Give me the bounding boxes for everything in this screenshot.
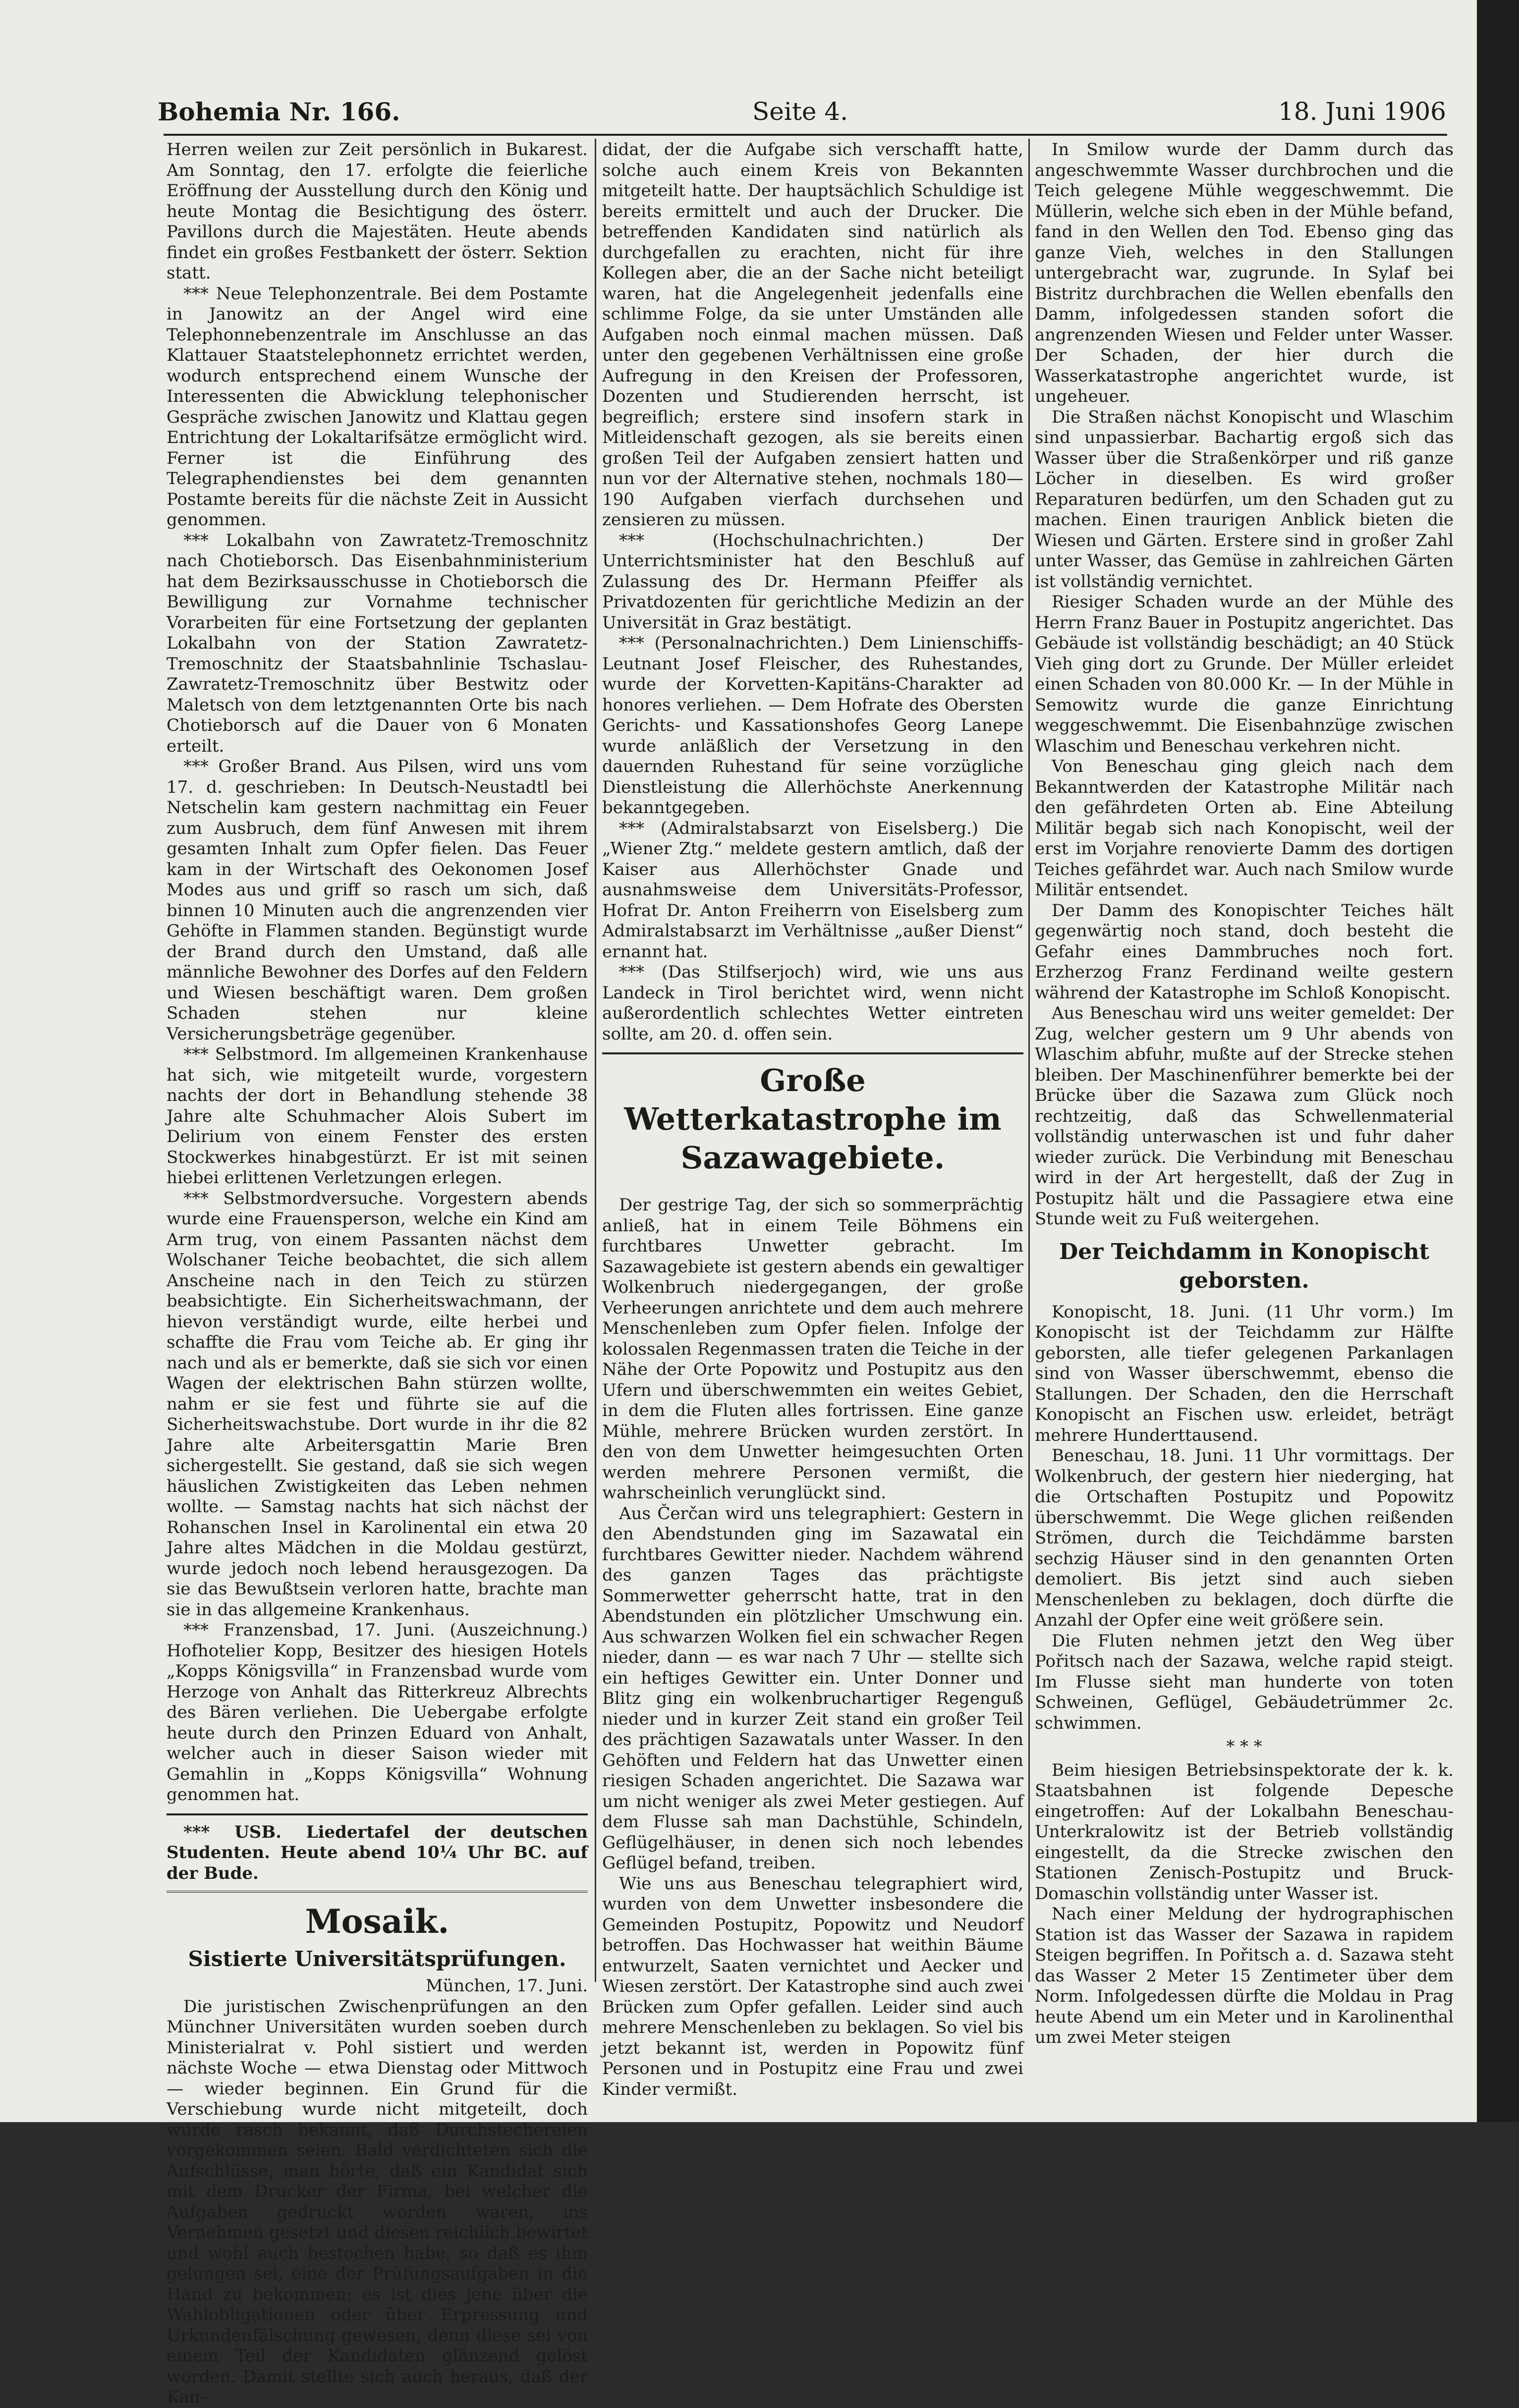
article-grosser-brand: *** Großer Brand. Aus Pilsen, wird uns vom 17. d. geschrieben: In Deutsch-Neustadtl bei Netschelin kam gestern nachmittag ein Feuer zum Ausbruch, dem fünf Anwesen mit ihrem gesamten Inhalt zum Opfer fielen. Das Feuer kam in der Wirtschaft des Oekonomen Josef Modes aus und griff so rasch um sich, daß binnen 10 Minuten auch die angrenzenden vier Gehöfte in Flammen standen. Begünstigt wurde der Brand durch den Umstand, daß alle männliche Bewohner des Dorfes auf den Feldern und Wiesen beschäftigt waren. Dem großen Schaden stehen nur kleine Versicherungsbeträge gegenüber. — [167, 757, 588, 1044]
notice-liedertafel: *** USB. Liedertafel der deutschen Studenten. Heute abend 10¼ Uhr BC. auf der Bude. — [167, 1822, 588, 1883]
article-zug-wlaschim: Aus Beneschau wird uns weiter gemeldet: Der Zug, welcher gestern um 9 Uhr abends von Wlaschim abfuhr, mußte auf der Strecke stehen bleiben. Der Maschinenführer bemerkte bei der Brücke über die Sazawa zum Glück noch rechtzeitig, daß das Schwellenmaterial vollständig unterwaschen ist und fuhr daher wieder zurück. Die Verbindung mit Beneschau wird in der Art hergestellt, daß der Zug in Postupitz hält und die Passagiere etwa eine Stunde weit zu Fuß weitergehen. — [1035, 1003, 1454, 1229]
article-wetterkatastrophe-intro: Der gestrige Tag, der sich so sommerprächtig anließ, hat in einem Teile Böhmens ein furchtbares Unwetter gebracht. Im Sazawagebiete ist gestern abends ein gewaltiger Wolkenbruch niedergegangen, der große Verheerungen anrichtete und dem auch mehrere Menschenleben zum Opfer fielen. Infolge der kolossalen Regenmassen traten die Teiche in der Nähe der Orte Popowitz und Postupitz aus den Ufern und überschwemmten ein weites Gebiet, in dem die Fluten alles fortrissen. Eine ganze Mühle, mehrere Brücken wurden zerstört. In den von dem Unwetter heimgesuchten Orten werden mehrere Personen vermißt, die wahrscheinlich verunglückt sind. — [602, 1195, 1023, 1503]
headline-teichdamm: Der Teichdamm in Konopischt geborsten. — [1059, 1239, 1429, 1293]
section-title-mosaik: Mosaik. — [305, 1902, 450, 1941]
column-divider-2 — [1028, 139, 1030, 1982]
separator-rule — [167, 1813, 588, 1815]
page-header — [158, 97, 1446, 132]
header-rule — [164, 134, 1447, 136]
article-stilfserjoch: *** (Das Stilfserjoch) wird, wie uns aus Landeck in Tirol berichtet wird, wenn nicht außerordentlich schlechtes Wetter eintreten sollte, am 20. d. offen sein. — [602, 962, 1023, 1044]
article-damm-konopischt: Der Damm des Konopischter Teiches hält gegenwärtig noch stand, doch besteht die Gefahr eines Dammbruches noch fort. Erzherzog Franz Ferdinand weilte gestern während der Katastrophe im Schloß Konopischt. — [1035, 900, 1454, 1003]
headline-universitaetspruefungen: Sistierte Universitätsprüfungen. — [188, 1947, 566, 1971]
article-franzensbad: *** Franzensbad, 17. Juni. (Auszeichnung.) Hofhotelier Kopp, Besitzer des hiesigen Hotels „Kopps Königsvilla“ in Franzensbad wurde vom Herzoge von Anhalt das Ritterkreuz Albrechts des Bären verliehen. Die Uebergabe erfolgte heute durch den Prinzen Eduard von Anhalt, welcher auch in dieser Saison wieder mit Gemahlin in „Kopps Königsvilla“ Wohnung genommen hat. — [167, 1620, 588, 1805]
article-smilow: In Smilow wurde der Damm durch das angeschwemmte Wasser durchbrochen und die Teich gelegene Mühle weggeschwemmt. Die Müllerin, welche sich eben in der Mühle befand, fand in den Wellen den Tod. Ebenso ging das ganze Vieh, welches in den Stallungen untergebracht war, zugrunde. In Sylaf bei Bistritz durchbrachen die Wellen ebenfalls den Damm, infolgedessen standen sofort die angrenzenden Wiesen und Felder unter Wasser. Der Schaden, der hier durch die Wasserkatastrophe angerichtet wurde, ist ungeheuer. — [1035, 140, 1454, 406]
article-fluten: Die Fluten nehmen jetzt den Weg über Pořitsch nach der Sazawa, welche rapid steigt. Im Flusse sieht man hunderte von toten Schweinen, Geflügel, Gebäudetrümmer 2c. schwimmen. — [1035, 1631, 1454, 1733]
article-telephonzentrale: *** Neue Telephonzentrale. Bei dem Postamte in Janowitz an der Angel wird eine Telephonnebenzentrale im Anschlusse an das Klattauer Staatstelephonnetz errichtet werden, wodurch entsprechend einem Wunsche der Interessenten die Abwicklung telephonischer Gespräche zwischen Janowitz und Klattau gegen Entrichtung der Lokaltarifsätze ermöglicht wird. Ferner ist die Einführung des Telegraphendienstes bei dem genannten Postamte bereits für die nächste Zeit in Aussicht genommen. — [167, 283, 588, 530]
article-beneschau-dateline: Beneschau, 18. Juni. 11 Uhr vormittags. Der Wolkenbruch, der gestern hier niederging, hat die Ortschaften Postupitz und Popowitz überschwemmt. Die Wege glichen reißenden Strömen, durch die Teichdämme barsten sechzig Häuser sind in den genannten Orten demoliert. Bis jetzt sind auch sieben Menschenleben zu beklagen, doch dürfte die Anzahl der Opfer eine weit größere sein. — [1035, 1446, 1454, 1630]
dateline-muenchen: München, 17. Juni. — [425, 1976, 588, 1996]
article-pruefungen-continued: didat, der die Aufgabe sich verschafft hatte, solche auch einem Kreis von Bekannten mitgeteilt hatte. Der hauptsächlich Schuldige ist bereits ermittelt und auch der Drucker. Die betreffenden Kandidaten sind natürlich als durchgefallen zu erachten, nicht für ihre Kollegen aber, die an der Sache nicht beteiligt waren, hat die Angelegenheit jedenfalls eine schlimme Folge, da sie unter Umständen alle Aufgaben noch einmal machen müssen. Daß unter den gegebenen Verhältnissen eine große Aufregung in den Kreisen der Professoren, Dozenten und Studierenden herrscht, ist begreiflich; erstere sind insofern stark in Mitleidenschaft gezogen, als sie bereits einen großen Teil der Aufgaben zensiert hatten und nun vor der Alternative stehen, nochmals 180—190 Aufgaben vierfach durchsehen und zensieren zu müssen. — [602, 140, 1023, 530]
asterism: * * * — [1226, 1737, 1262, 1756]
header-paper-issue: Bohemia Nr. 166. — [158, 97, 400, 126]
article-selbstmord: *** Selbstmord. Im allgemeinen Krankenhause hat sich, wie mitgeteilt wurde, vorgestern nachts der dort in Behandlung stehende 38 Jahre alte Schuhmacher Alois Subert im Delirium von einem Fenster des ersten Stockwerkes hinabgestürzt. Er ist mit seinen hiebei erlittenen Verletzungen erlegen. — [167, 1044, 588, 1188]
article-hydrographische-station: Nach einer Meldung der hydrographischen Station ist das Wasser der Sazawa in rapidem Steigen begriffen. In Pořitsch a. d. Sazawa steht das Wasser 2 Meter 15 Zentimeter über dem Norm. Infolgedessen dürfte die Moldau in Prag heute Abend um ein Meter und in Karolinenthal um zwei Meter steigen — [1035, 1904, 1454, 2047]
article-cercan-telegramm: Aus Čerčan wird uns telegraphiert: Gestern in den Abendstunden ging im Sazawatal ein furchtbares Gewitter nieder. Nachdem während des ganzen Tages das prächtigste Sommerwetter geherrscht hatte, trat in den Abendstunden ein plötzlicher Umschwung ein. Aus schwarzen Wolken fiel ein schwacher Regen nieder, dann — es war nach 7 Uhr — stellte sich ein heftiges Gewitter ein. Unter Donner und Blitz ging ein wolkenbruchartiger Regenguß nieder und in kurzer Zeit stand ein großer Teil des prächtigen Sazawatals unter Wasser. In den Gehöften und Feldern hat das Unwetter einen riesigen Schaden angerichtet. Die Sazawa war um nicht weniger als zwei Meter gestiegen. Auf dem Flusse sah man Dachstühle, Schindeln, Geflügelhäuser, in denen sich noch lebendes Geflügel befand, treiben. — [602, 1503, 1023, 1873]
article-beneschau-telegramm: Wie uns aus Beneschau telegraphiert wird, wurden von dem Unwetter insbesondere die Gemeinden Postupitz, Popowitz und Neudorf betroffen. Das Hochwasser hat weithin Bäume entwurzelt, Saaten vernichtet und Aecker und Wiesen zerstört. Der Katastrophe sind auch zwei Brücken zum Opfer gefallen. Leider sind auch mehrere Menschenleben zu beklagen. So viel bis jetzt bekannt ist, werden in Popowitz fünf Personen und in Postupitz eine Frau und zwei Kinder vermißt. — [602, 1873, 1023, 2099]
column-2 — [602, 140, 1023, 2099]
article-lokalbahn: *** Lokalbahn von Zawratetz-Tremoschnitz nach Chotieborsch. Das Eisenbahnministerium hat dem Bezirksausschusse in Chotieborsch die Bewilligung zur Vornahme technischer Vorarbeiten für eine Fortsetzung der geplanten Lokalbahn von der Station Zawratetz-Tremoschnitz der Staatsbahnlinie Tschaslau-Zawratetz-Tremoschnitz über Bestwitz oder Maletsch von dem letztgenannten Orte bis nach Chotieborsch auf die Dauer von 6 Monaten erteilt. — [167, 530, 588, 756]
article-hochschulnachrichten: *** (Hochschulnachrichten.) Der Unterrichtsminister hat den Beschluß auf Zulassung des Dr. Hermann Pfeiffer als Privatdozenten für gerichtliche Medizin an der Universität in Graz bestätigt. — [602, 530, 1023, 633]
column-1 — [167, 140, 588, 2407]
separator-rule — [602, 1052, 1023, 1054]
article-bukarest-continued: Herren weilen zur Zeit persönlich in Bukarest. Am Sonntag, den 17. erfolgte die feierliche Eröffnung der Ausstellung durch den König und heute Montag die Besichtigung des österr. Pavillons durch die Majestäten. Heute abends findet ein großes Festbankett der österr. Sektion statt. — [167, 140, 588, 283]
header-page-number: Seite 4. — [752, 97, 848, 126]
headline-wetterkatastrophe: Große Wetterkatastrophe im Sazawagebiete. — [624, 1062, 1002, 1176]
article-personalnachrichten: *** (Personalnachrichten.) Dem Linienschiffs-Leutnant Josef Fleischer, des Ruhestandes, wurde der Korvetten-Kapitäns-Charakter ad honores verliehen. — Dem Hofrate des Obersten Gerichts- und Kassationshofes Georg Lanepe wurde anläßlich der Versetzung in den dauernden Ruhestand für seine vorzügliche Dienstleistung die Allerhöchste Anerkennung bekanntgegeben. — [602, 633, 1023, 818]
column-3 — [1035, 140, 1454, 2047]
header-date: 18. Juni 1906 — [1278, 97, 1446, 126]
article-strassen: Die Straßen nächst Konopischt und Wlaschim sind unpassierbar. Bachartig ergoß sich das Wasser über die Straßenkörper und riß ganze Löcher in dieselben. Es wird großer Reparaturen bedürfen, um den Schaden gut zu machen. Einen traurigen Anblick bieten die Wiesen und Gärten. Erstere sind in großer Zahl unter Wasser, das Gemüse in zahlreichen Gärten ist vollständig vernichtet. — [1035, 407, 1454, 592]
article-militaer: Von Beneschau ging gleich nach dem Bekanntwerden der Katastrophe Militär nach den gefährdeten Orten ab. Eine Abteilung Militär begab sich nach Konopischt, weil der erst im Vorjahre renovierte Damm des dortigen Teiches gefährdet war. Auch nach Smilow wurde Militär entsendet. — [1035, 757, 1454, 900]
article-eiselsberg: *** (Admiralstabsarzt von Eiselsberg.) Die „Wiener Ztg.“ meldete gestern amtlich, daß der Kaiser aus Allerhöchster Gnade und ausnahmsweise dem Universitäts-Professor, Hofrat Dr. Anton Freiherrn von Eiselsberg zum Admiralstabsarzt im Verhältnisse „außer Dienst“ ernannt hat. — [602, 818, 1023, 962]
article-depesche: Beim hiesigen Betriebsinspektorate der k. k. Staatsbahnen ist folgende Depesche eingetroffen: Auf der Lokalbahn Beneschau-Unterkralowitz ist der Betrieb vollständig eingestellt, da die Strecke zwischen den Stationen Zenisch-Postupitz und Bruck-Domaschin vollständig unter Wasser ist. — [1035, 1760, 1454, 1904]
article-pruefungen: Die juristischen Zwischenprüfungen an den Münchner Universitäten wurden soeben durch Ministerialrat v. Pohl sistiert und werden nächste Woche — etwa Dienstag oder Mittwoch — wieder beginnen. Ein Grund für die Verschiebung wurde nicht mitgeteilt, doch wurde rasch bekannt, daß Durchstechereien vorgekommen seien. Bald verdichteten sich die Aufschlüsse, man hörte, daß ein Kandidat sich mit dem Drucker der Firma, bei welcher die Aufgaben gedruckt worden waren, ins Vernehmen gesetzt und diesen reichlich bewirtet und wohl auch bestochen habe, so daß es ihm gelungen sei, eine der Prüfungsaufgaben in die Hand zu bekommen; es ist dies jene über die Wahlobligationen oder über Erpressung und Urkundenfälschung gewesen, denn diese sei von einem Teil der Kandidaten glänzend gelöst worden. Damit stellte sich auch heraus, daß der Kan- — [167, 1996, 588, 2407]
separator-double-rule — [167, 1891, 588, 1893]
column-divider-1 — [595, 139, 596, 1982]
article-muehle-bauer: Riesiger Schaden wurde an der Mühle des Herrn Franz Bauer in Postupitz angerichtet. Das Gebäude ist vollständig beschädigt; an 40 Stück Vieh ging dort zu Grunde. Der Müller erleidet einen Schaden von 80.000 Kr. — In der Mühle in Semowitz wurde die ganze Einrichtung weggeschwemmt. Die Eisenbahnzüge zwischen Wlaschim und Beneschau verkehren nicht. — [1035, 592, 1454, 756]
article-konopischt-dateline: Konopischt, 18. Juni. (11 Uhr vorm.) Im Konopischt ist der Teichdamm zur Hälfte geborsten, alle tiefer gelegenen Parkanlagen sind von Wasser überschwemmt, ebenso die Stallungen. Der Schaden, den die Herrschaft Konopischt an Fischen usw. erleidet, beträgt mehrere Hunderttausend. — [1035, 1302, 1454, 1445]
scan-edge-dark — [1477, 0, 1519, 2122]
article-selbstmordversuche: *** Selbstmordversuche. Vorgestern abends wurde eine Frauensperson, welche ein Kind am Arm trug, von einem Passanten nächst dem Wolschaner Teiche beobachtet, die sich allem Anscheine nach in den Teich zu stürzen beabsichtigte. Ein Sicherheitswachmann, der hievon verständigt wurde, eilte herbei und schaffte die Frau vom Teiche ab. Er ging ihr nach und als er bemerkte, daß sie sich vor einen Wagen der elektrischen Bahn stürzen wollte, nahm er sie fest und führte sie auf die Sicherheitswachstube. Dort wurde in ihr die 82 Jahre alte Arbeitersgattin Marie Bren sichergestellt. Sie gestand, daß sie sich wegen häuslichen Zwistigkeiten das Leben nehmen wollte. — Samstag nachts hat sich nächst der Rohanschen Insel in Karolinental ein etwa 20 Jahre altes Mädchen in die Moldau gestürzt, wurde jedoch noch lebend herausgezogen. Da sie das Bewußtsein verloren hatte, brachte man sie in das allgemeine Krankenhaus. — [167, 1188, 588, 1620]
